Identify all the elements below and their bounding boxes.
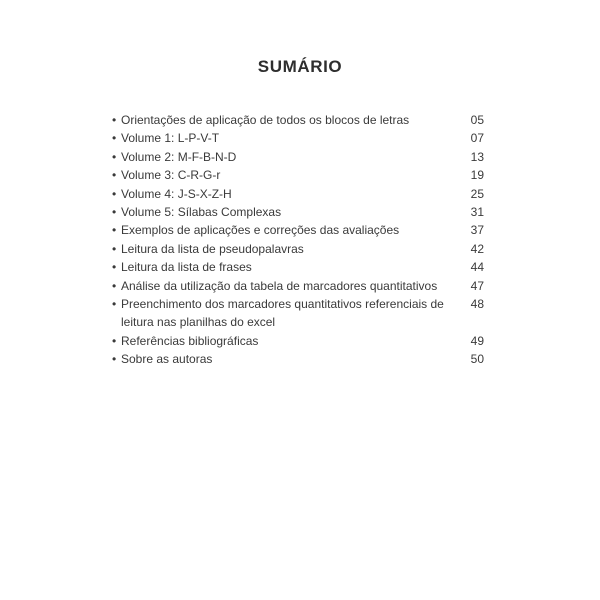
entry-label: leitura nas planilhas do excel <box>121 315 276 330</box>
entry-label: Exemplos de aplicações e correções das avaliações <box>121 223 400 238</box>
entry-label: Volume 3: C-R-G-r <box>121 168 221 183</box>
toc-entry <box>112 240 484 258</box>
entry-bullet: • <box>112 131 117 146</box>
toc-entry <box>112 350 484 368</box>
entry-bullet: • <box>112 113 117 127</box>
entry-page-number: 44 <box>470 260 484 275</box>
entry-label: Volume 2: M-F-B-N-D <box>121 149 237 164</box>
entry-label: Volume 5: Sílabas Complexas <box>121 204 282 219</box>
entry-bullet: • <box>112 260 117 275</box>
toc-list <box>112 111 484 368</box>
toc-entry <box>112 129 484 147</box>
entry-label: Sobre as autoras <box>121 352 213 367</box>
entry-page-number: 19 <box>470 168 484 183</box>
entry-page-number: 49 <box>470 333 484 348</box>
entry-bullet: • <box>112 333 117 348</box>
toc-entry <box>112 148 484 166</box>
entry-bullet: • <box>112 168 117 183</box>
entry-page-number: 50 <box>470 352 484 367</box>
entry-page-number: 31 <box>470 204 484 219</box>
entry-label: Leitura da lista de frases <box>121 260 252 275</box>
entry-page-number: 48 <box>470 296 484 311</box>
toc-entry <box>112 185 484 203</box>
entry-label: Orientações de aplicação de todos os blocos de letras <box>121 113 410 127</box>
entry-bullet: • <box>112 278 117 293</box>
entry-bullet: • <box>112 223 117 238</box>
entry-label: Análise da utilização da tabela de marcadores quantitativos <box>121 278 438 293</box>
entry-label: Volume 4: J-S-X-Z-H <box>121 186 232 201</box>
entry-bullet: • <box>112 352 117 367</box>
entry-bullet: • <box>112 296 117 311</box>
entry-bullet: • <box>112 204 117 219</box>
entry-label: Preenchimento dos marcadores quantitativos referenciais de <box>121 296 444 311</box>
entry-label: Leitura da lista de pseudopalavras <box>121 241 304 256</box>
entry-page-number: 25 <box>470 186 484 201</box>
toc-entry <box>112 277 484 295</box>
toc-entry <box>112 111 484 129</box>
toc-entry <box>112 221 484 239</box>
entry-bullet: • <box>112 149 117 164</box>
entry-page-number: 05 <box>470 113 484 127</box>
toc-entry-continuation <box>112 313 484 331</box>
entry-label: Referências bibliográficas <box>121 333 259 348</box>
entry-bullet: • <box>112 186 117 201</box>
entry-bullet: • <box>112 241 117 256</box>
entry-page-number: 07 <box>470 131 484 146</box>
toc-entry <box>112 332 484 350</box>
page-title: SUMÁRIO <box>257 57 343 76</box>
entry-page-number: 13 <box>470 149 484 164</box>
toc-entry <box>112 203 484 221</box>
toc-entry <box>112 295 484 313</box>
entry-page-number: 42 <box>470 241 484 256</box>
entry-label: Volume 1: L-P-V-T <box>121 131 220 146</box>
toc-entry <box>112 166 484 184</box>
entry-page-number: 37 <box>470 223 484 238</box>
entry-page-number: 47 <box>470 278 484 293</box>
toc-entry <box>112 258 484 276</box>
